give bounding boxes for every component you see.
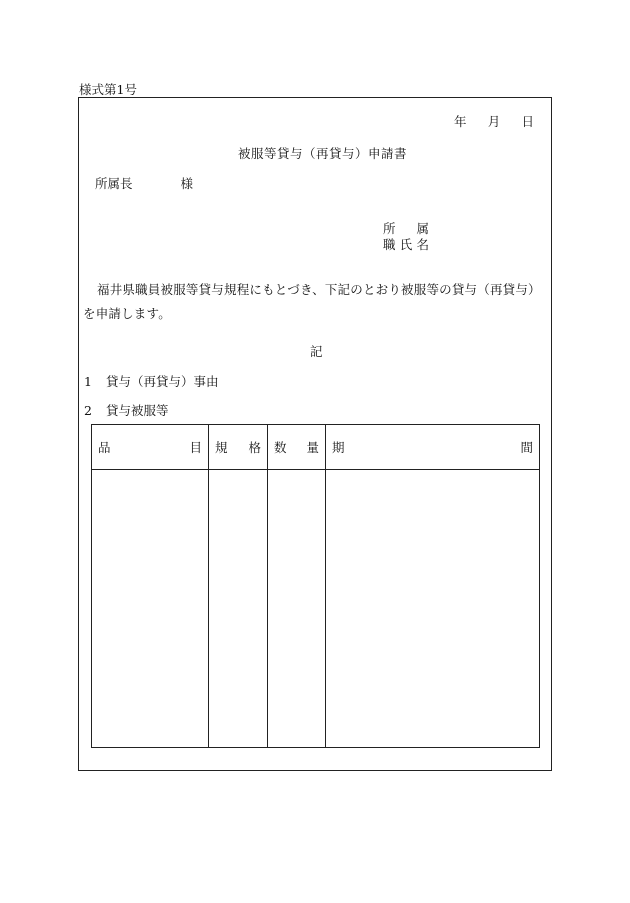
header-period <box>326 425 540 470</box>
cell-period[interactable] <box>326 470 540 748</box>
item-2 <box>84 401 168 419</box>
affiliation-char-1: 所 <box>383 221 396 236</box>
body-text: 福井県職員被服等貸与規程にもとづき、下記のとおり被服等の貸与（再貸与）を申請します。 <box>83 282 541 321</box>
page-title: 被服等貸与（再貸与）申請書 <box>238 146 408 161</box>
header-quantity-char-1: 数 <box>274 440 287 455</box>
title-name-char-1: 職 <box>383 237 396 252</box>
cell-spec[interactable] <box>209 470 268 748</box>
header-spec-char-1: 規 <box>215 440 228 455</box>
items-table <box>91 424 540 748</box>
date-year: 年 <box>454 114 467 129</box>
affiliation-char-2: 属 <box>416 221 429 236</box>
item-2-label: 貸与被服等 <box>105 403 169 418</box>
header-period-char-1: 期 <box>332 440 345 455</box>
addressee-label: 所属長 <box>95 176 133 191</box>
item-1 <box>84 372 218 390</box>
header-quantity <box>268 425 326 470</box>
title-name-char-2: 氏 <box>399 237 413 252</box>
header-period-char-2: 間 <box>520 440 533 455</box>
form-number: 様式第1号 <box>79 82 137 97</box>
date-month: 月 <box>487 114 501 129</box>
item-1-label: 貸与（再貸与）事由 <box>105 374 219 389</box>
addressee-honorific: 様 <box>180 176 194 191</box>
header-item-char-1: 品 <box>98 440 111 455</box>
date-line <box>454 112 534 130</box>
header-item-char-2: 目 <box>189 440 202 455</box>
item-2-number: 2 <box>84 403 92 418</box>
header-item <box>92 425 209 470</box>
addressee <box>95 174 193 192</box>
title-name-label <box>383 235 429 253</box>
title-name-char-3: 名 <box>416 237 429 252</box>
table-row <box>92 470 540 748</box>
date-day: 日 <box>521 114 534 129</box>
ki-heading: 記 <box>310 344 323 359</box>
table-header-row <box>92 425 540 470</box>
item-1-number: 1 <box>84 374 92 389</box>
header-spec <box>209 425 268 470</box>
cell-item[interactable] <box>92 470 209 748</box>
header-quantity-char-2: 量 <box>306 440 319 455</box>
cell-quantity[interactable] <box>268 470 326 748</box>
header-spec-char-2: 格 <box>248 440 261 455</box>
